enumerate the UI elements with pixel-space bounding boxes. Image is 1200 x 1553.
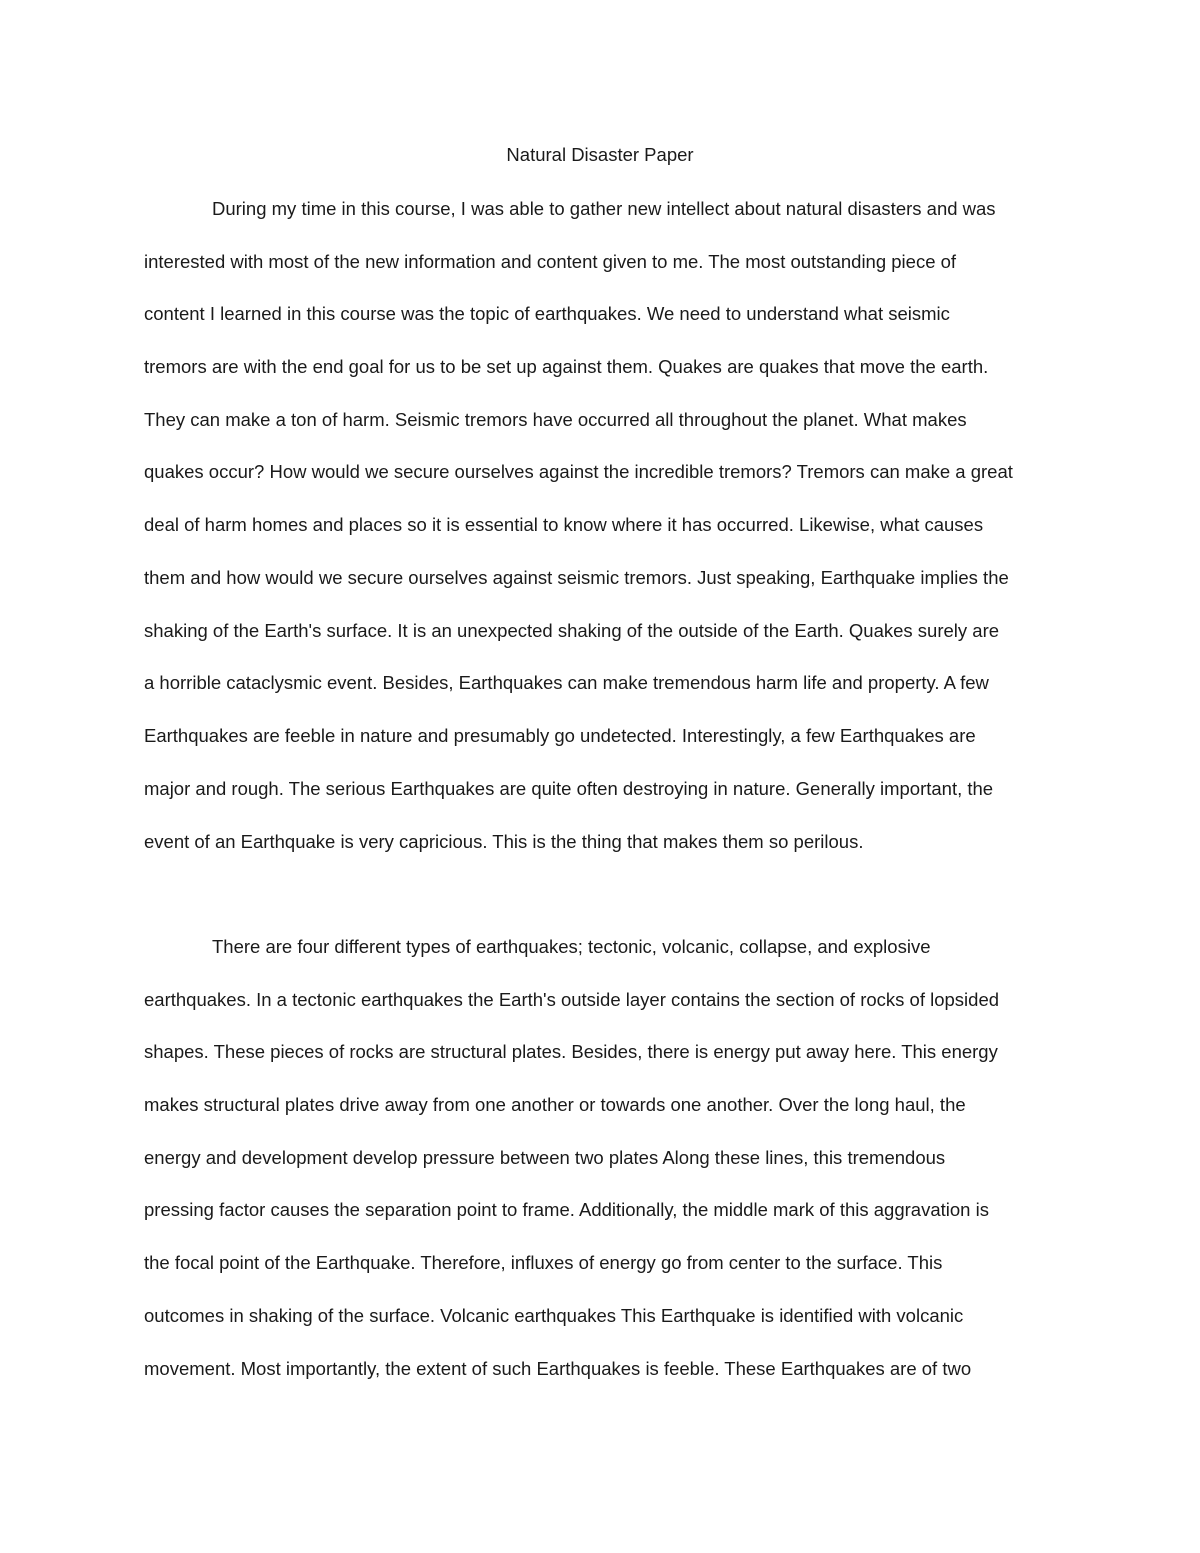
paragraph-line: energy and development develop pressure between two plates Along these lines, this tremendous [144, 1147, 946, 1168]
paragraph-line: interested with most of the new information and content given to me. The most outstanding piece of [144, 251, 957, 272]
paragraph-line: shaking of the Earth's surface. It is an unexpected shaking of the outside of the Earth. Quakes surely are [144, 620, 1000, 641]
document-title: Natural Disaster Paper [506, 144, 694, 165]
paragraph-line: them and how would we secure ourselves against seismic tremors. Just speaking, Earthquake implies the [144, 567, 1009, 588]
paragraph-line: event of an Earthquake is very capricious. This is the thing that makes them so perilous. [144, 831, 864, 852]
paragraph-line: major and rough. The serious Earthquakes are quite often destroying in nature. Generally important, the [144, 778, 994, 799]
paragraph-line: deal of harm homes and places so it is essential to know where it has occurred. Likewise, what causes [144, 514, 984, 535]
paragraph-line: quakes occur? How would we secure ourselves against the incredible tremors? Tremors can make a great [144, 461, 1013, 482]
paragraph-line: tremors are with the end goal for us to be set up against them. Quakes are quakes that move the earth. [144, 356, 989, 377]
paragraph-line: There are four different types of earthquakes; tectonic, volcanic, collapse, and explosive [212, 936, 931, 957]
paragraph-line: outcomes in shaking of the surface. Volcanic earthquakes This Earthquake is identified with volcanic [144, 1305, 964, 1326]
paragraph-line: shapes. These pieces of rocks are structural plates. Besides, there is energy put away here. This energy [144, 1041, 998, 1062]
paragraph-line: content I learned in this course was the topic of earthquakes. We need to understand what seismic [144, 303, 950, 324]
paragraph-line: a horrible cataclysmic event. Besides, Earthquakes can make tremendous harm life and property. A few [144, 672, 989, 693]
paragraph-line: earthquakes. In a tectonic earthquakes the Earth's outside layer contains the section of rocks of lopsided [144, 989, 1000, 1010]
paragraph-line: During my time in this course, I was able to gather new intellect about natural disasters and was [212, 198, 996, 219]
paragraph-line: Earthquakes are feeble in nature and presumably go undetected. Interestingly, a few Earthquakes are [144, 725, 976, 746]
paragraph-line: They can make a ton of harm. Seismic tremors have occurred all throughout the planet. What makes [144, 409, 967, 430]
paragraph-line: pressing factor causes the separation point to frame. Additionally, the middle mark of this aggravation is [144, 1199, 989, 1220]
paragraph-line: the focal point of the Earthquake. Therefore, influxes of energy go from center to the surface. This [144, 1252, 943, 1273]
paragraph-line: makes structural plates drive away from one another or towards one another. Over the long haul, the [144, 1094, 966, 1115]
paragraph-line: movement. Most importantly, the extent of such Earthquakes is feeble. These Earthquakes are of two [144, 1358, 972, 1379]
